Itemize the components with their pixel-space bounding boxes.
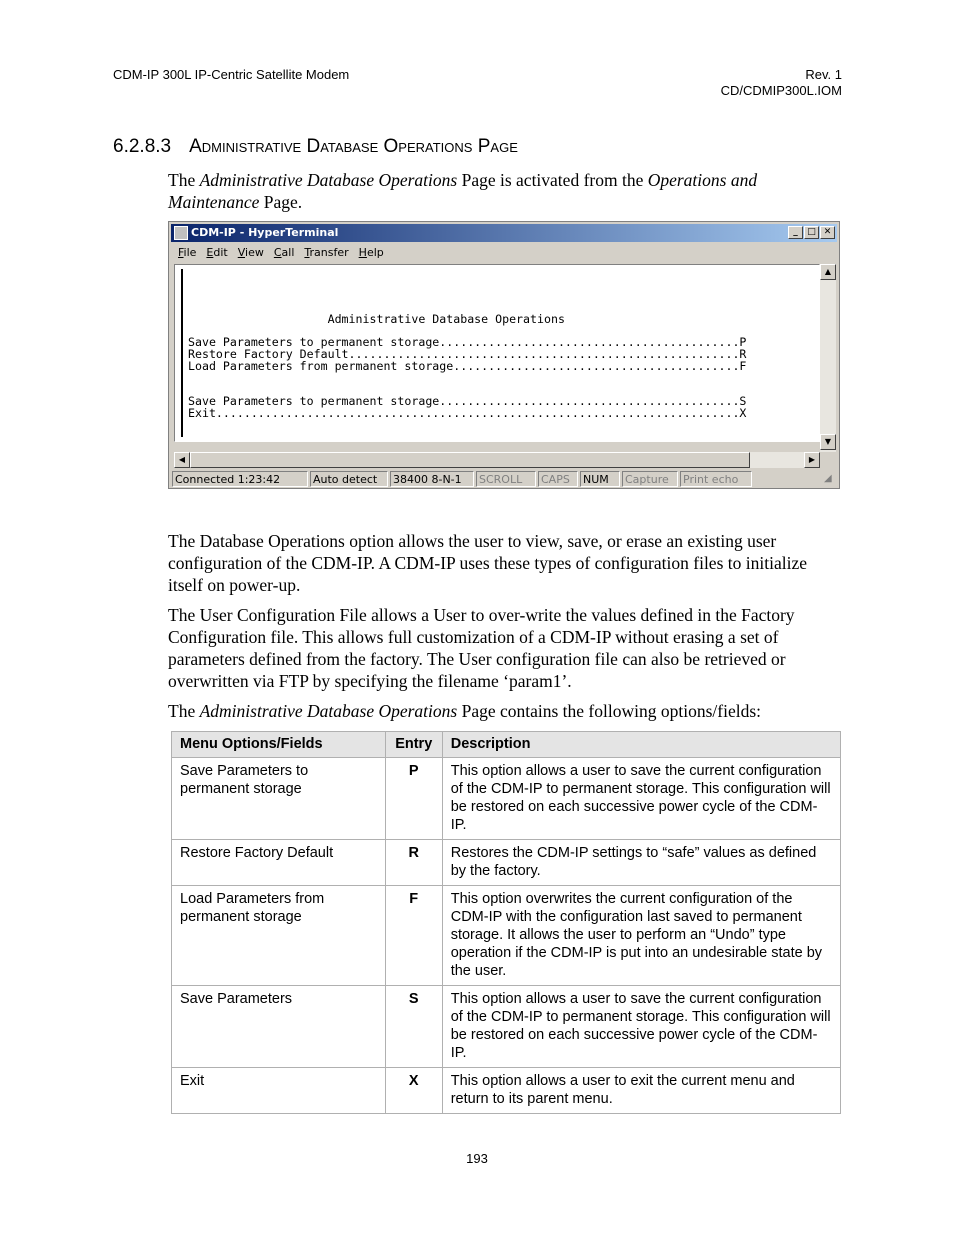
row-description: This option allows a user to exit the current menu and return to its parent menu.	[442, 1068, 840, 1114]
section-title: Administrative Database Operations Page	[189, 136, 518, 157]
window-titlebar[interactable]	[171, 224, 837, 242]
menu-bar	[173, 244, 389, 262]
status-autodetect: Auto detect	[310, 471, 388, 487]
horizontal-scroll-thumb[interactable]	[190, 452, 750, 468]
hyperterminal-window	[168, 221, 840, 489]
scroll-down-icon[interactable]: ▼	[820, 434, 836, 450]
header-entry: Entry	[385, 732, 442, 758]
header-description: Description	[442, 732, 840, 758]
intro-text-3: Page.	[259, 192, 303, 212]
intro-text-2: Page is activated from the	[457, 170, 648, 190]
menu-transfer[interactable]: Transfer	[304, 246, 349, 259]
terminal-cursor	[181, 269, 183, 437]
row-description: This option allows a user to save the current configuration of the CDM-IP to permanent storage. This configuration will be restored on each successive power cycle of the CDM-IP.	[442, 758, 840, 840]
revision-label: Rev. 1	[805, 67, 842, 82]
status-caps: CAPS	[538, 471, 578, 487]
row-option: Restore Factory Default	[172, 840, 386, 886]
terminal-option-load-f: Load Parameters from permanent storage.........................................F	[188, 359, 747, 373]
section-heading	[113, 136, 518, 158]
maximize-icon[interactable]: □	[804, 226, 819, 239]
header-menu-options: Menu Options/Fields	[172, 732, 386, 758]
terminal-option-exit-x: Exit...........................................................................X	[188, 406, 747, 420]
doc-header-title: CDM-IP 300L IP-Centric Satellite Modem	[113, 67, 350, 82]
hyperterminal-icon	[174, 226, 188, 240]
menu-call[interactable]: Call	[273, 246, 295, 259]
resize-grip-icon[interactable]: ◢	[824, 473, 832, 484]
row-entry: P	[385, 758, 442, 840]
section-number: 6.2.8.3	[113, 136, 172, 157]
menu-file[interactable]: File	[178, 246, 197, 259]
status-capture: Capture	[622, 471, 678, 487]
terminal-option-save-p: Save Parameters to permanent storage...........................................P	[188, 335, 747, 349]
row-description: This option allows a user to save the current configuration of the CDM-IP to permanent storage. This configuration will be restored on each successive power cycle of the CDM-IP.	[442, 986, 840, 1068]
status-print-echo: Print echo	[680, 471, 752, 487]
status-num: NUM	[580, 471, 620, 487]
page-number: 193	[466, 1151, 488, 1166]
row-option: Save Parameters	[172, 986, 386, 1068]
doc-header-revision	[721, 67, 842, 99]
table-header-row	[172, 732, 841, 758]
terminal-option-restore-r: Restore Factory Default........................................................R	[188, 347, 747, 361]
horizontal-scrollbar[interactable]	[174, 452, 820, 468]
row-option: Load Parameters from permanent storage	[172, 886, 386, 986]
close-icon[interactable]: ✕	[820, 226, 835, 239]
intro-paragraph	[168, 169, 843, 213]
table-row	[172, 986, 841, 1068]
table-row	[172, 840, 841, 886]
row-entry: R	[385, 840, 442, 886]
row-entry: X	[385, 1068, 442, 1114]
paragraph-database-operations: The Database Operations option allows the user to view, save, or erase an existing user configuration of the CDM-IP. A CDM-IP uses these types of configuration files to initialize itself on power-up.	[168, 531, 807, 595]
menu-view[interactable]: View	[237, 246, 264, 259]
status-scroll: SCROLL	[476, 471, 536, 487]
paragraph-table-intro	[168, 700, 843, 722]
terminal-option-save-s: Save Parameters to permanent storage...........................................S	[188, 394, 747, 408]
menu-edit[interactable]: Edit	[206, 246, 228, 259]
table-row	[172, 886, 841, 986]
document-code: CD/CDMIP300L.IOM	[720, 83, 842, 98]
terminal-screen[interactable]	[174, 264, 820, 442]
terminal-menu-title: Administrative Database Operations	[188, 312, 565, 326]
row-entry: F	[385, 886, 442, 986]
intro-text-1: The	[168, 170, 200, 190]
row-option: Exit	[172, 1068, 386, 1114]
menu-help[interactable]: Help	[358, 246, 384, 259]
table-intro-text-2: Page contains the following options/fields:	[457, 701, 761, 721]
minimize-icon[interactable]: _	[788, 226, 803, 239]
table-intro-italic: Administrative Database Operations	[199, 701, 458, 721]
scroll-right-icon[interactable]: ▶	[804, 452, 820, 468]
scroll-up-icon[interactable]: ▲	[820, 264, 836, 280]
row-entry: S	[385, 986, 442, 1068]
paragraph-user-config-file: The User Configuration File allows a User to over-write the values defined in the Factory Configuration file. This allows full customization of a CDM-IP without erasing a set of parameters defined from the factory. The User configuration file can also be retrieved or overwritten via FTP by specifying the filename ‘param1’.	[168, 605, 795, 691]
status-connected: Connected 1:23:42	[172, 471, 308, 487]
table-intro-text-1: The	[168, 701, 200, 721]
intro-italic-2: Operations and Maintenance	[168, 170, 758, 212]
window-title: CDM-IP - HyperTerminal	[191, 226, 339, 239]
options-table	[171, 731, 841, 1114]
row-option: Save Parameters to permanent storage	[172, 758, 386, 840]
row-description: This option overwrites the current configuration of the CDM-IP with the configuration last saved to permanent storage. It allows the user to perform an “Undo” type operation if the CDM-IP is put into an undesirable state by the user.	[442, 886, 840, 986]
table-row	[172, 758, 841, 840]
scroll-left-icon[interactable]: ◀	[174, 452, 190, 468]
row-description: Restores the CDM-IP settings to “safe” values as defined by the factory.	[442, 840, 840, 886]
intro-italic-1: Administrative Database Operations	[199, 170, 458, 190]
table-row	[172, 1068, 841, 1114]
status-port-settings: 38400 8-N-1	[390, 471, 474, 487]
vertical-scrollbar[interactable]	[820, 264, 836, 452]
